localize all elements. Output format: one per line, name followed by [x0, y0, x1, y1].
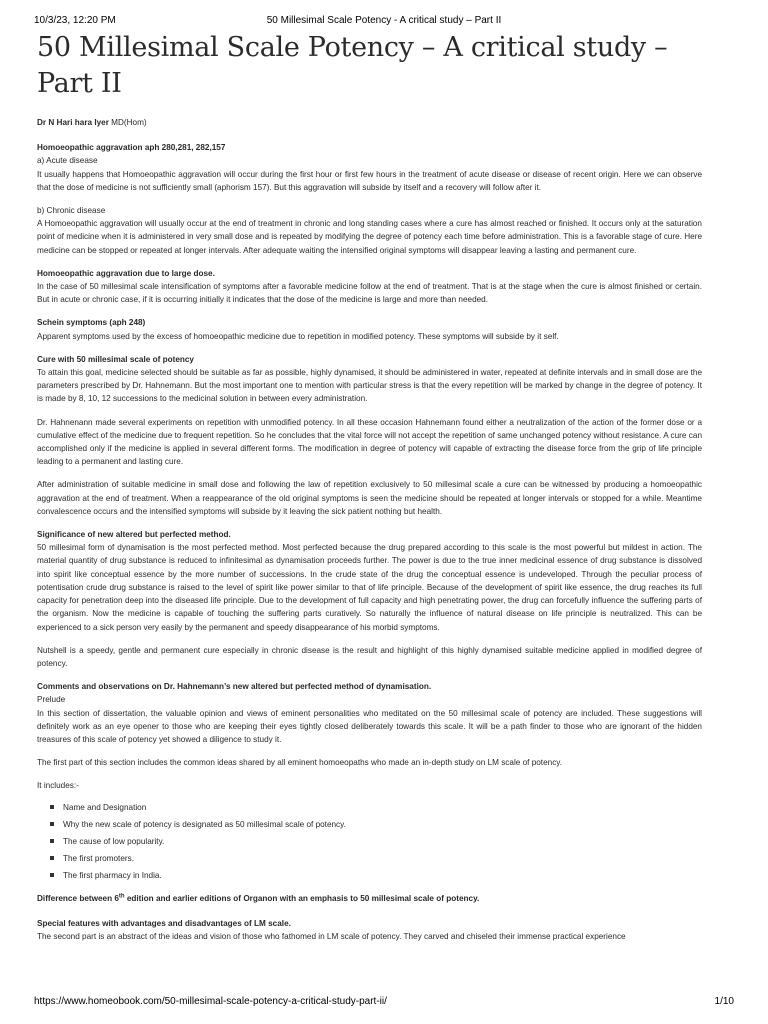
- paragraph: Dr. Hahnenann made several experiments on repetition with unmodified potency. In all these occasion Hahnemann found either a neutralization of the action of the former dose or a cumulative effect of the medicine due to frequent repetition. So he concludes that the vital force will not accept the repetition of same unchanged potency without resistance. A cure can accomplished only if the medicine is applied in several different forms. The modification in degree of potency will capable of extracting the disease force from the grip of life principle leading to a permanent and lasting cure.: [37, 417, 702, 467]
- paragraph: A Homoeopathic aggravation will usually occur at the end of treatment in chronic and long standing cases where a cure has almost reached or finished. It occurs only at the saturation point of medicine when it is administered in very small dose and is repeated by modifying the degree of potency each time before administration. This is a favorable stage of cure. Here medicine can be stopped or repeated at longer intervals. After adequate waiting the intensified original symptoms will disappear leaving a lasting and permanent cure.: [37, 219, 702, 255]
- list-item: Why the new scale of potency is designated as 50 millesimal scale of potency.: [63, 816, 702, 833]
- print-tab-title: 50 Millesimal Scale Potency - A critical study – Part II: [266, 15, 502, 26]
- section-comments: [37, 680, 702, 746]
- section-heading: Homoeopathic aggravation aph 280,281, 282,157: [37, 143, 226, 153]
- paragraph: After administration of suitable medicine in small dose and following the law of repetition exclusively to 50 millesimal scale a cure can be witnessed by producing a homoeopathic aggravation at the end of treatment. When a reappearance of the old original symptoms is seen the medicine should be repeated at longer intervals or stopped for a while. Meantime convalescence occurs and the intensified symptoms will subside by it leaving the sick patient nothing but health.: [37, 480, 702, 516]
- section-heading: Cure with 50 millesimal scale of potency: [37, 354, 194, 364]
- author-degree: MD(Hom): [108, 118, 147, 127]
- paragraph: It usually happens that Homoeopathic aggravation will occur during the first hour or first few hours in the treatment of acute disease or disease of recent origin. Here we can observe that the dose of medicine is not sufficiently small (aphorism 157). But this aggravation will subside by itself and a recovery will follow after it.: [37, 169, 702, 192]
- section-cure: [37, 353, 702, 406]
- section-special-features: [37, 917, 702, 943]
- print-datetime: 10/3/23, 12:20 PM: [34, 15, 116, 26]
- section-heading: Homoeopathic aggravation due to large dose.: [37, 268, 215, 278]
- includes-list: [37, 799, 702, 884]
- superscript: th: [118, 892, 125, 899]
- paragraph: In the case of 50 millesimal scale intensification of symptoms after a favorable medicine follow at the end of treatment. That is at the stage when the cure is almost finished or certain. But in acute or chronic case, if it is occurring initially it indicates that the dose of the medicine is large and more than needed.: [37, 282, 702, 305]
- paragraph: The first part of this section includes the common ideas shared by all eminent homoeopaths who made an in-depth study on LM scale of potency.: [37, 758, 563, 768]
- page-number: 1/10: [714, 996, 734, 1007]
- section-aggravation: [37, 141, 702, 194]
- page-url: https://www.homeobook.com/50-millesimal-scale-potency-a-critical-study-part-ii/: [34, 996, 387, 1007]
- paragraph: Nutshell is a speedy, gentle and permanent cure especially in chronic disease is the result and highlight of this highly dynamised suitable medicine applied in modified degree of potency.: [37, 645, 702, 668]
- print-footer: [34, 996, 734, 1010]
- list-item: The first promoters.: [63, 850, 702, 867]
- subheading-chronic: b) Chronic disease: [37, 206, 106, 216]
- article: [37, 30, 702, 953]
- section-heading: Comments and observations on Dr. Hahnemann’s new altered but perfected method of dynamisation.: [37, 682, 432, 692]
- includes-label: It includes:-: [37, 781, 79, 791]
- paragraph: To attain this goal, medicine selected should be suitable as far as possible, highly dynamised, it should be administered in water, repeated at definite intervals and in small dose are the parameters prescribed by Dr. Hahnemann. But the most important one to mention with particular stress is that the every repetition will be marked by change in the degree of potency. It is made by 8, 10, 12 successions to the medicinal solution in between every administration.: [37, 368, 702, 404]
- section-heading: Schein symptoms (aph 248): [37, 318, 146, 328]
- section-significance: [37, 528, 702, 634]
- paragraph: Apparent symptoms used by the excess of homoeopathic medicine due to repetition in modified potency. These symptoms will subside by it self.: [37, 331, 559, 341]
- paragraph: The second part is an abstract of the ideas and vision of those who fathomed in LM scale of potency. They carved and chiseled their immense practical experience: [37, 931, 626, 941]
- section-schein: [37, 316, 702, 342]
- section-heading-difference: [37, 892, 702, 905]
- section-heading: Significance of new altered but perfected method.: [37, 530, 231, 540]
- list-item: The cause of low popularity.: [63, 833, 702, 850]
- print-header: [34, 15, 734, 29]
- subheading-prelude: Prelude: [37, 695, 66, 705]
- paragraph: In this section of dissertation, the valuable opinion and views of eminent personalities who meditated on the 50 millesimal scale of potency are included. These suggestions will definitely work as an eye opener to those who are keeping their eyes tightly closed deliberately towards this scale. It will be a path finder to those who are ignorant of the hidden treasures of this scale of potency yet showed a diligence to study it.: [37, 708, 702, 744]
- subheading-acute: a) Acute disease: [37, 156, 98, 166]
- section-large-dose: [37, 267, 702, 307]
- section-chronic: [37, 204, 702, 257]
- author-line: [37, 116, 702, 129]
- article-title: 50 Millesimal Scale Potency – A critical study – Part II: [37, 32, 668, 99]
- heading-part: Difference between 6: [37, 893, 119, 903]
- paragraph: 50 millesimal form of dynamisation is the most perfected method. Most perfected because the drug prepared according to this scale is the most powerful but mildest in action. The material quantity of drug substance is reduced to infinitesimal as dynamisation proceeds further. The power is due to the true inner medicinal essence of drug substance is dissolved into spirit like conceptual essence by the more number of successions. In the crude state of the drug the conceptual essence is undeveloped. Through the peculiar process of potentisation crude drug substance is raised to the level of spirit like power similar to that of life principle. Because of the development of spirit like essence, the drug reaches its full capacity for penetration deep into the diseased life principle. Due to the development of full capacity and high penetrating power, the drug can forcefully influence the suffering parts of the organism. Now the medicine is capable of touching the suffering parts curatively. So naturally the influence of natural disease on life principle is neutralized. This can be experienced to a sick person very easily by the permanent and speedy disappearance of his morbid symptoms.: [37, 543, 702, 632]
- heading-part: edition and earlier editions of Organon with an emphasis to 50 millesimal scale of potency.: [124, 893, 480, 903]
- author-name: Dr N Hari hara Iyer: [37, 118, 109, 127]
- list-item: Name and Designation: [63, 799, 702, 816]
- section-heading: Special features with advantages and disadvantages of LM scale.: [37, 918, 291, 928]
- article-body: [37, 116, 702, 943]
- list-item: The first pharmacy in India.: [63, 867, 702, 884]
